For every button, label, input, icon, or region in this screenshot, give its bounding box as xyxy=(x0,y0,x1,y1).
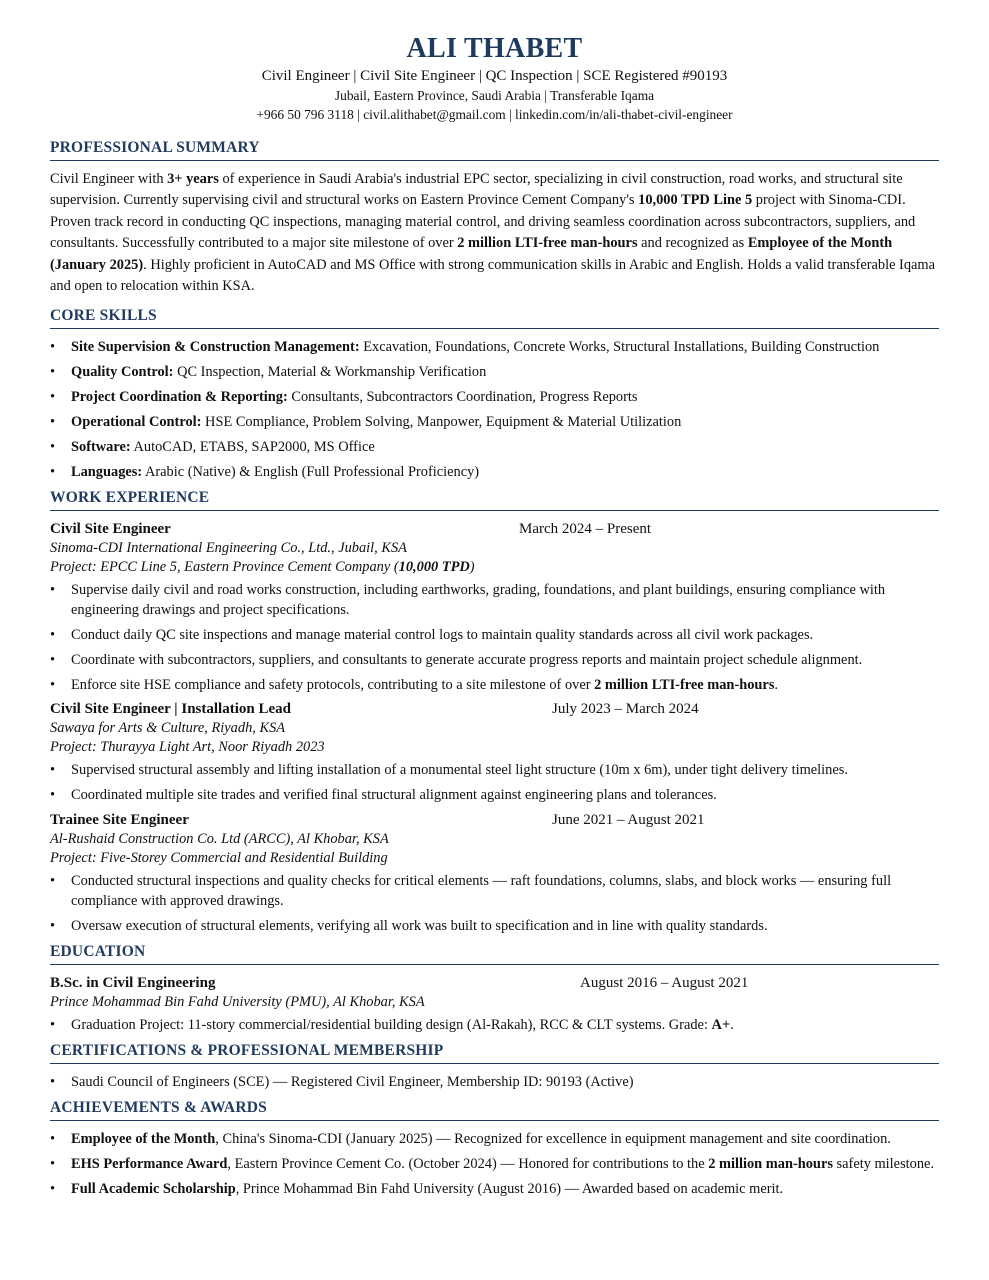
award-text: , Eastern Province Cement Co. (October 2024) — Honored for contributions to the xyxy=(227,1156,709,1173)
summary-part: . Highly proficient in AutoCAD and MS Office with strong communication skills in Arabic and English. Holds a valid transferable Iqama and open to relocation within KSA. xyxy=(50,256,936,295)
list-item xyxy=(50,1129,939,1149)
list-item: • Conduct daily QC site inspections and manage material control logs to maintain quality standards across all civil work packages. xyxy=(50,625,939,645)
skill-label: Languages: xyxy=(71,463,143,480)
job-bullets xyxy=(50,580,939,695)
job-date: March 2024 – Present xyxy=(519,520,652,537)
award-text: safety milestone. xyxy=(832,1156,935,1173)
skill-label: Software: xyxy=(71,439,131,455)
education-section xyxy=(50,942,939,1035)
list-item xyxy=(50,462,939,482)
skill-text: HSE Compliance, Problem Solving, Manpower, Equipment & Material Utilization xyxy=(201,414,682,431)
list-item: • Supervised structural assembly and lifting installation of a monumental steel light structure (10m x 6m), under tight delivery timelines. xyxy=(50,760,939,780)
job-bullets xyxy=(50,760,939,805)
job-company: Al-Rushaid Construction Co. Ltd (ARCC), Al Khobar, KSA xyxy=(50,831,389,848)
education-header xyxy=(50,973,939,993)
achievements-list xyxy=(50,1129,939,1199)
skill-label: Site Supervision & Construction Management: xyxy=(71,339,360,356)
summary-highlight: 10,000 TPD Line 5 xyxy=(638,192,753,209)
award-text: , Prince Mohammad Bin Fahd University (August 2016) — Awarded based on academic merit. xyxy=(235,1180,784,1197)
skill-label: Quality Control: xyxy=(71,364,174,381)
award-highlight: 2 million man-hours xyxy=(708,1156,833,1173)
job-entry xyxy=(50,810,939,936)
list-item: • Supervise daily civil and road works construction, including earthworks, grading, foundations, and plant buildings, ensuring compliance with engineering drawings and project specifications. xyxy=(50,580,939,620)
section-title-education: EDUCATION xyxy=(50,942,939,965)
list-item xyxy=(50,337,939,357)
list-item: • Coordinate with subcontractors, suppliers, and consultants to generate accurate progress reports and maintain project schedule alignment. xyxy=(50,650,939,670)
education-bullets xyxy=(50,1015,939,1035)
award-text: , China's Sinoma-CDI (January 2025) — Recognized for excellence in equipment management and site coordination. xyxy=(215,1131,891,1148)
candidate-contact: +966 50 796 3118 | civil.alithabet@gmail.com | linkedin.com/in/ali-thabet-civil-engineer xyxy=(256,107,733,122)
section-title-summary: PROFESSIONAL SUMMARY xyxy=(50,138,939,161)
summary-part: Civil Engineer with xyxy=(50,171,168,187)
job-company: Sawaya for Arts & Culture, Riyadh, KSA xyxy=(50,720,286,737)
bullet-text: Graduation Project: 11-story commercial/residential building design (Al-Rakah), RCC & CLT systems. Grade: xyxy=(71,1017,712,1034)
skill-text: Excavation, Foundations, Concrete Works, Structural Installations, Building Construction xyxy=(359,339,880,356)
section-title-experience: WORK EXPERIENCE xyxy=(50,488,939,511)
summary-part: of experience in Saudi Arabia's industrial EPC sector, specializing in civil construction, road works, and structural site supervision. Currently supervising civil and structural works on Eastern Province Cement Company's xyxy=(50,171,903,209)
skill-text: AutoCAD, ETABS, SAP2000, MS Office xyxy=(130,439,375,455)
list-item xyxy=(50,1179,939,1199)
job-header xyxy=(50,519,939,539)
skills-section xyxy=(50,306,939,481)
job-date: June 2021 – August 2021 xyxy=(552,812,705,829)
summary-highlight: 3+ years xyxy=(167,171,219,187)
job-project: Project: Thurayya Light Art, Noor Riyadh 2023 xyxy=(50,739,325,756)
bullet-highlight: 2 million LTI-free man-hours xyxy=(594,676,775,693)
skill-text: Consultants, Subcontractors Coordination, Progress Reports xyxy=(287,389,638,406)
list-item xyxy=(50,675,939,695)
achievements-section xyxy=(50,1098,939,1199)
summary-section xyxy=(50,138,939,297)
skill-label: Operational Control: xyxy=(71,414,202,431)
candidate-location: Jubail, Eastern Province, Saudi Arabia | Transferable Iqama xyxy=(334,88,655,103)
skill-label: Project Coordination & Reporting: xyxy=(71,389,288,406)
list-item xyxy=(50,1015,939,1035)
education-date: August 2016 – August 2021 xyxy=(580,975,749,992)
job-project xyxy=(50,558,939,577)
list-item xyxy=(50,412,939,432)
job-header xyxy=(50,810,939,830)
summary-highlight: 2 million LTI-free man-hours xyxy=(457,235,638,252)
job-company: Sinoma-CDI International Engineering Co., Ltd., Jubail, KSA xyxy=(50,539,407,556)
job-title: Civil Site Engineer | Installation Lead xyxy=(50,701,291,718)
award-name: EHS Performance Award xyxy=(71,1156,228,1173)
summary-part: project with Sinoma-CDI. Proven track record in conducting QC inspections, managing material control, and driving seamless coordination across subcontractors, suppliers, and consultants. Successfully contributed to a major site milestone of over xyxy=(50,192,916,252)
resume-header xyxy=(50,0,939,124)
candidate-tagline: Civil Engineer | Civil Site Engineer | QC Inspection | SCE Registered #90193 xyxy=(261,68,728,84)
section-title-skills: CORE SKILLS xyxy=(50,306,939,329)
list-item xyxy=(50,362,939,382)
experience-section xyxy=(50,488,939,936)
job-entry xyxy=(50,699,939,805)
summary-part: and recognized as xyxy=(637,235,748,252)
list-item: • Oversaw execution of structural elements, verifying all work was built to specification and in line with quality standards. xyxy=(50,916,939,936)
degree-title: B.Sc. in Civil Engineering xyxy=(50,975,216,992)
job-header xyxy=(50,699,939,719)
bullet-highlight: A+ xyxy=(711,1017,731,1034)
job-bullets xyxy=(50,871,939,936)
job-project: Project: Five-Storey Commercial and Residential Building xyxy=(50,850,388,867)
candidate-name: ALI THABET xyxy=(406,33,583,64)
award-name: Full Academic Scholarship xyxy=(71,1180,236,1197)
list-item: • Saudi Council of Engineers (SCE) — Registered Civil Engineer, Membership ID: 90193 (Active) xyxy=(50,1072,939,1092)
job-entry xyxy=(50,519,939,695)
bullet-text: . xyxy=(730,1017,734,1034)
skills-list xyxy=(50,337,939,481)
project-text: ) xyxy=(469,558,475,575)
project-text: Project: EPCC Line 5, Eastern Province Cement Company ( xyxy=(50,558,399,575)
certifications-section xyxy=(50,1041,939,1092)
bullet-text: Enforce site HSE compliance and safety protocols, contributing to a site milestone of over xyxy=(71,676,595,693)
summary-highlight: Employee of the Month (January 2025) xyxy=(50,235,893,273)
certifications-list xyxy=(50,1072,939,1092)
award-name: Employee of the Month xyxy=(71,1131,216,1148)
education-school: Prince Mohammad Bin Fahd University (PMU), Al Khobar, KSA xyxy=(50,994,425,1011)
project-highlight: 10,000 TPD xyxy=(398,558,470,575)
list-item xyxy=(50,387,939,407)
job-title: Civil Site Engineer xyxy=(50,520,171,537)
job-title: Trainee Site Engineer xyxy=(50,812,189,829)
section-title-achievements: ACHIEVEMENTS & AWARDS xyxy=(50,1098,939,1121)
skill-text: QC Inspection, Material & Workmanship Verification xyxy=(173,364,487,381)
list-item: • Coordinated multiple site trades and verified final structural alignment against engineering plans and tolerances. xyxy=(50,785,939,805)
job-date: July 2023 – March 2024 xyxy=(552,701,699,718)
list-item: • Conducted structural inspections and quality checks for critical elements — raft foundations, columns, slabs, and block works — ensuring full compliance with approved drawings. xyxy=(50,871,939,911)
summary-text xyxy=(50,169,939,297)
list-item xyxy=(50,437,939,457)
section-title-certifications: CERTIFICATIONS & PROFESSIONAL MEMBERSHIP xyxy=(50,1041,939,1064)
skill-text: Arabic (Native) & English (Full Professional Proficiency) xyxy=(142,463,480,480)
list-item xyxy=(50,1154,939,1174)
bullet-text: . xyxy=(774,676,779,693)
